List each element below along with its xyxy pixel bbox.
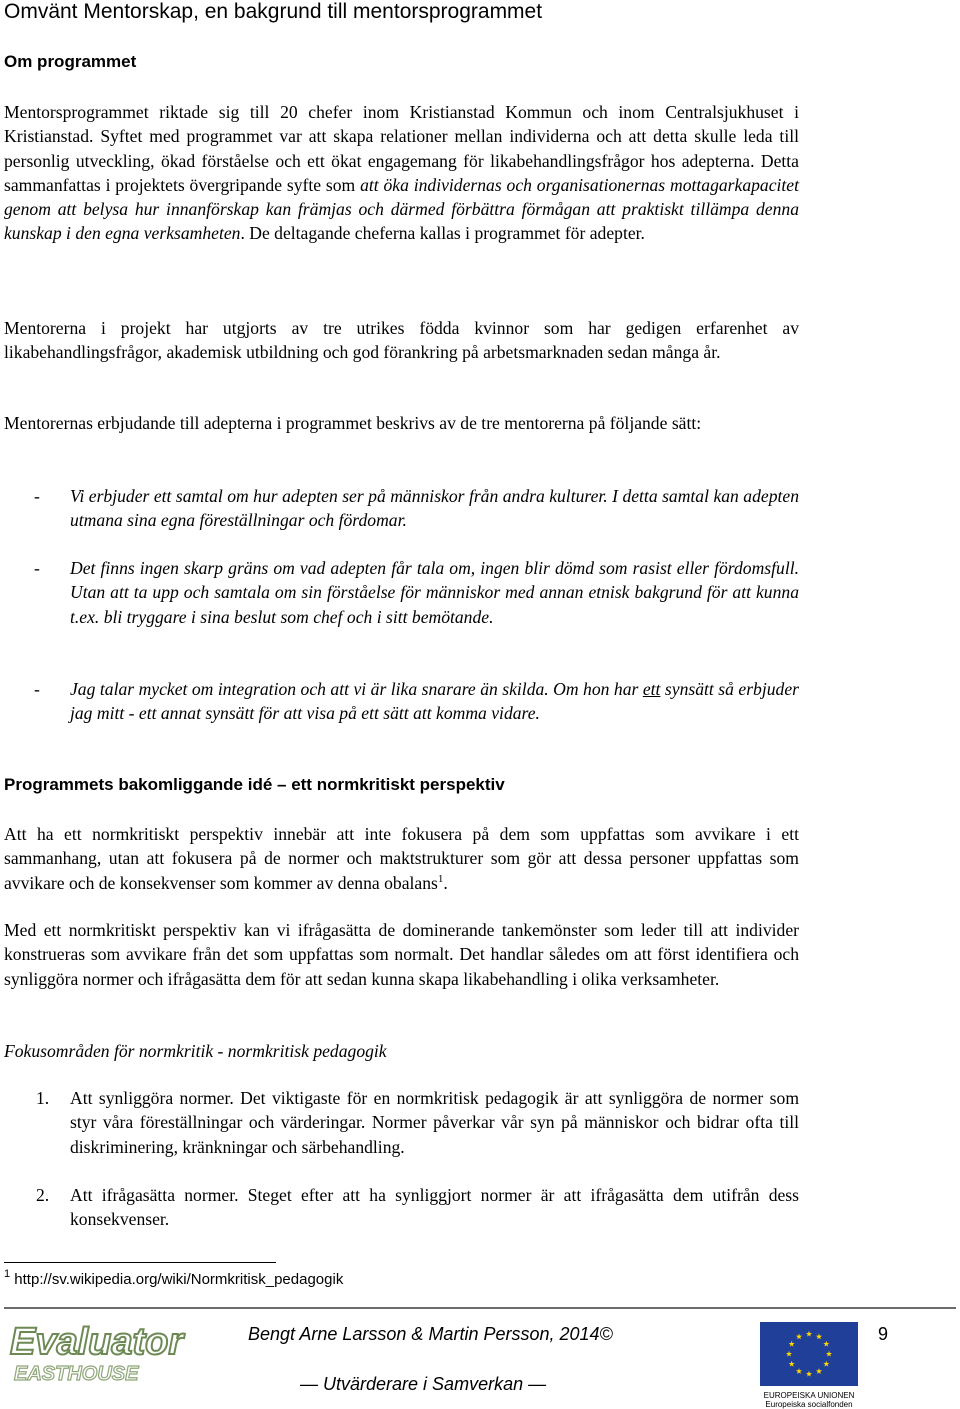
subheading-text: Fokusområden för normkritik - normkritisk pedagogik — [4, 1041, 387, 1061]
paragraph-text-end: . — [443, 872, 448, 893]
bullet-text-a: Jag talar mycket om integration och att vi är lika snarare än skilda. Om hon har — [70, 679, 643, 699]
footer-subtitle-text: Utvärderare i Samverkan — [323, 1374, 524, 1394]
evaluator-logo — [4, 1316, 204, 1388]
footnote-number: 1 — [4, 1268, 11, 1280]
bullet-text: Vi erbjuder ett samtal om hur adepten ser på människor från andra kulturer. I detta samtal kan adepten utmana sina egna föreställningar och fördomar. — [70, 486, 799, 531]
bullet-item — [70, 677, 799, 726]
bullet-item — [70, 556, 799, 629]
subheading-focus-areas — [4, 1039, 799, 1063]
eu-caption-line2: Europeiska socialfonden — [765, 1400, 853, 1409]
section-heading-normcritical: Programmets bakomliggande idé – ett normkritiskt perspektiv — [4, 775, 505, 794]
eu-flag-icon — [760, 1322, 858, 1386]
bullet-dash: - — [34, 486, 40, 506]
footnote-link[interactable]: http://sv.wikipedia.org/wiki/Normkritisk_pedagogik — [14, 1271, 344, 1288]
numbered-item: Att synliggöra normer. Det viktigaste för en normkritisk pedagogik är att synliggöra de normer som styr våra föreställningar och värderingar. Normer påverkar vår syn på människor och bidrar ofta till diskriminering, kränkningar och särbehandling. — [70, 1088, 799, 1157]
paragraph-mentors: Mentorerna i projekt har utgjorts av tre utrikes födda kvinnor som har gedigen erfarenhet av likabehandlingsfrågor, akademisk utbildning och god förankring på arbetsmarknaden sedan många år. — [4, 318, 799, 363]
page-number: 9 — [878, 1324, 889, 1344]
logo-subtext: EASTHOUSE — [14, 1363, 139, 1385]
bullet-text-b: synsätt så erbjuder jag mitt - ett annat synsätt för att visa på ett sätt att komma vidare. — [70, 679, 799, 724]
eu-caption — [760, 1391, 858, 1409]
eu-caption-line1: EUROPEISKA UNIONEN — [763, 1391, 855, 1400]
numbered-item: Att ifrågasätta normer. Steget efter att ha synliggjort normer är att ifrågasätta dem utifrån dess konsekvenser. — [70, 1185, 799, 1230]
bullet-item — [70, 484, 799, 533]
list-number: 2. — [36, 1185, 50, 1205]
footer-authors: Bengt Arne Larsson & Martin Persson, 2014© — [248, 1324, 613, 1344]
document-title: Omvänt Mentorskap, en bakgrund till mentorsprogrammet — [4, 0, 543, 23]
paragraph-text-end: . De deltagande cheferna kallas i programmet för adepter. — [240, 223, 645, 244]
footnote-divider — [4, 1262, 276, 1263]
paragraph-normcritical-2: Med ett normkritiskt perspektiv kan vi ifrågasätta de dominerande tankemönster som leder till att individer konstrueras som avvikare från det som uppfattas som normalt. Det handlar således om att först identifiera och synliggöra normer och ifrågasätta dem för att sedan kunna skapa likabehandling i olika verksamheter. — [4, 920, 799, 989]
footer-divider — [4, 1307, 956, 1309]
section-heading-program: Om programmet — [4, 52, 137, 71]
bullet-text-underlined: ett — [642, 679, 661, 699]
bullet-dash: - — [34, 558, 40, 578]
bullet-dash: - — [34, 679, 40, 699]
bullet-text: Det finns ingen skarp gräns om vad adepten får tala om, ingen blir dömd som rasist eller fördomsfull. Utan att ta upp och samtala om sin förståelse för människor med annan etnisk bakgrund för att kunna t.ex. bli tryggare i sina beslut som chef och i sitt bemötande. — [70, 558, 799, 627]
paragraph-italic-text: att öka individernas och organisationernas mottagarkapacitet genom att belysa hur innanförskap kan främjas och därmed förbättra förmågan att praktiskt tillämpa denna kunskap i den egna verksamheten — [4, 174, 799, 244]
logo-text: Evaluator — [10, 1321, 184, 1363]
list-number: 1. — [36, 1088, 50, 1108]
paragraph-offer: Mentorernas erbjudande till adepterna i programmet beskrivs av de tre mentorerna på följande sätt: — [4, 413, 702, 433]
footnote — [4, 1268, 343, 1292]
paragraph-text: Mentorsprogrammet riktade sig till 20 chefer inom Kristianstad Kommun och inom Centralsjukhuset i Kristianstad. Syftet med programmet var att skapa relationer mellan individerna och att detta skulle leda till personlig utveckling, ökad förståelse och ett ökat engagemang för likabehandlingsfrågor hos adepterna. Detta sammanfattas i projektets övergripande syfte som — [4, 102, 799, 195]
paragraph-text: Att ha ett normkritiskt perspektiv innebär att inte fokusera på dem som uppfattas som avvikare i ett sammanhang, utan att fokusera på de normer och maktstrukturer som gör att dessa personer uppfattas som avvikare och de konsekvenser som kommer av denna obalans — [4, 824, 799, 893]
footer-subtitle: — Utvärderare i Samverkan — — [300, 1374, 547, 1394]
bullet-text — [70, 679, 799, 723]
paragraph-normcritical — [4, 822, 799, 895]
eu-logo — [760, 1322, 858, 1409]
paragraph-program-intro — [4, 100, 799, 246]
footnote-ref: 1 — [437, 872, 444, 885]
